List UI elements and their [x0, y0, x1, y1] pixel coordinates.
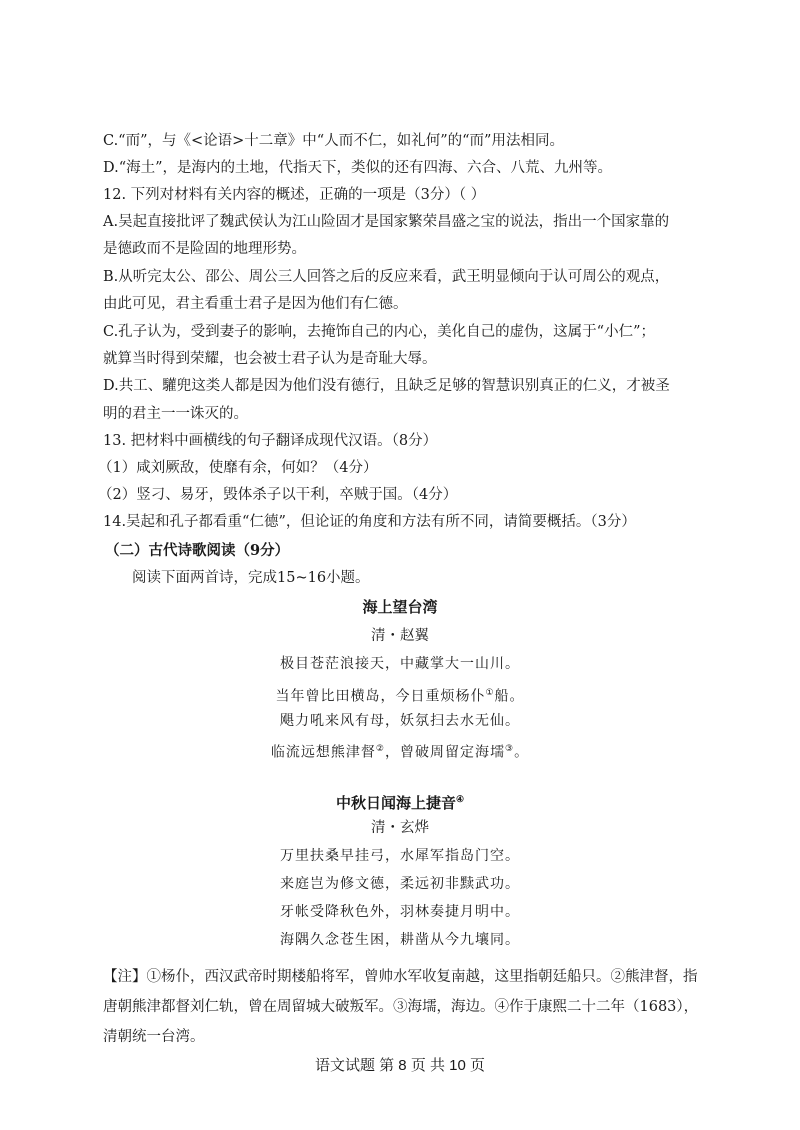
q13-sentence-2: （2）竖刁、易牙，毁体杀子以干利，卒贼于国。（4分）: [98, 487, 458, 503]
poem2-author: 清・玄烨: [371, 820, 429, 836]
poem1-line-4: [0, 739, 800, 763]
poem2-line-2: 来庭岂为修文德，柔远初非黩武功。: [280, 876, 520, 892]
poem1-line-1: 极目苍茫浪接天，中藏掌大一山川。: [280, 656, 520, 672]
section-heading: （二）古代诗歌阅读（9分）: [105, 542, 290, 559]
q12-option-a-line2: 是德政而不是险固的地理形势。: [103, 241, 306, 257]
poem1-line-3: 飓力吼来风有母，妖氛扫去水无仙。: [280, 713, 520, 729]
poem2-title: [0, 790, 800, 813]
option-c-q11: C.“而”，与《<论语>十二章》中“人而不仁，如礼何”的“而”用法相同。: [103, 133, 564, 149]
poem1-line-4-text: 临流远想熊津督: [270, 744, 376, 761]
page-footer: 语文试题 第 8 页 共 10 页: [314, 1057, 486, 1074]
poem1-line-4-tail: 。: [514, 744, 530, 761]
poem2-line-3: 牙帐受降秋色外，羽林奏捷月明中。: [280, 904, 520, 920]
poem1-line-4-mid: ，曾破周留定海壖: [385, 744, 505, 761]
poem1-author: 清・赵翼: [371, 628, 429, 644]
poem1-line-2-text: 当年曾比田横岛，今日重烦杨仆: [275, 688, 486, 705]
q12-option-b-line1: B.从听完太公、邵公、周公三人回答之后的反应来看，武王明显倾向于认可周公的观点，: [103, 269, 670, 285]
footnote-mark-2: ②: [375, 744, 385, 754]
section-intro: 阅读下面两首诗，完成15~16小题。: [132, 570, 370, 586]
poem2-title-text: 中秋日闻海上捷音: [335, 794, 456, 812]
footnote-mark-1: ①: [485, 688, 495, 698]
footnote-mark-3: ③: [505, 744, 515, 754]
option-d-q11: D.“海土”，是海内的土地，代指天下，类似的还有四海、六合、八荒、九州等。: [103, 160, 613, 176]
question-14-stem: 14.吴起和孔子都看重“仁德”，但论证的角度和方法有所不同，请简要概括。（3分）: [103, 514, 636, 530]
question-13-stem: 13. 把材料中画横线的句子翻译成现代汉语。（8分）: [103, 433, 438, 449]
poem2-line-4: 海隅久念苍生困，耕凿从今九壤同。: [280, 932, 520, 948]
poem1-line-2: [0, 683, 800, 707]
footnote-mark-4: ④: [455, 795, 465, 805]
annotation-note: 【注】①杨仆，西汉武帝时期楼船将军，曾帅水军收复南越，这里指朝廷船只。②熊津督，指唐朝熊津都督刘仁轨，曾在周留城大破叛军。③海壖，海边。④作于康熙二十二年（1683），清朝统一台湾。: [103, 969, 699, 1045]
q12-option-d-line1: D.共工、驩兜这类人都是因为他们没有德行，且缺乏足够的智慧识别真正的仁义，才被圣: [103, 378, 670, 394]
q12-option-a-line1: A.吴起直接批评了魏武侯认为江山险固才是国家繁荣昌盛之宝的说法，指出一个国家靠的: [103, 214, 670, 230]
q12-option-c-line2: 就算当时得到荣耀，也会被士君子认为是奇耻大辱。: [103, 351, 437, 367]
q12-option-b-line2: 由此可见，君主看重士君子是因为他们有仁德。: [103, 296, 408, 312]
poem1-line-2-tail: 船。: [494, 688, 525, 705]
q12-option-c-line1: C.孔子认为，受到妻子的影响，去掩饰自己的内心，美化自己的虚伪，这属于“小仁”；: [103, 324, 656, 340]
poem2-line-1: 万里扶桑早挂弓，水犀军指岛门空。: [280, 848, 520, 864]
q12-option-d-line2: 明的君主一一诛灭的。: [103, 406, 248, 422]
question-12-stem: 12. 下列对材料有关内容的概述，正确的一项是（3分）（ ）: [103, 187, 486, 203]
q13-sentence-1: （1）咸刘厥敌，使靡有余，何如？（4分）: [98, 460, 378, 476]
poem1-title: 海上望台湾: [362, 598, 438, 616]
